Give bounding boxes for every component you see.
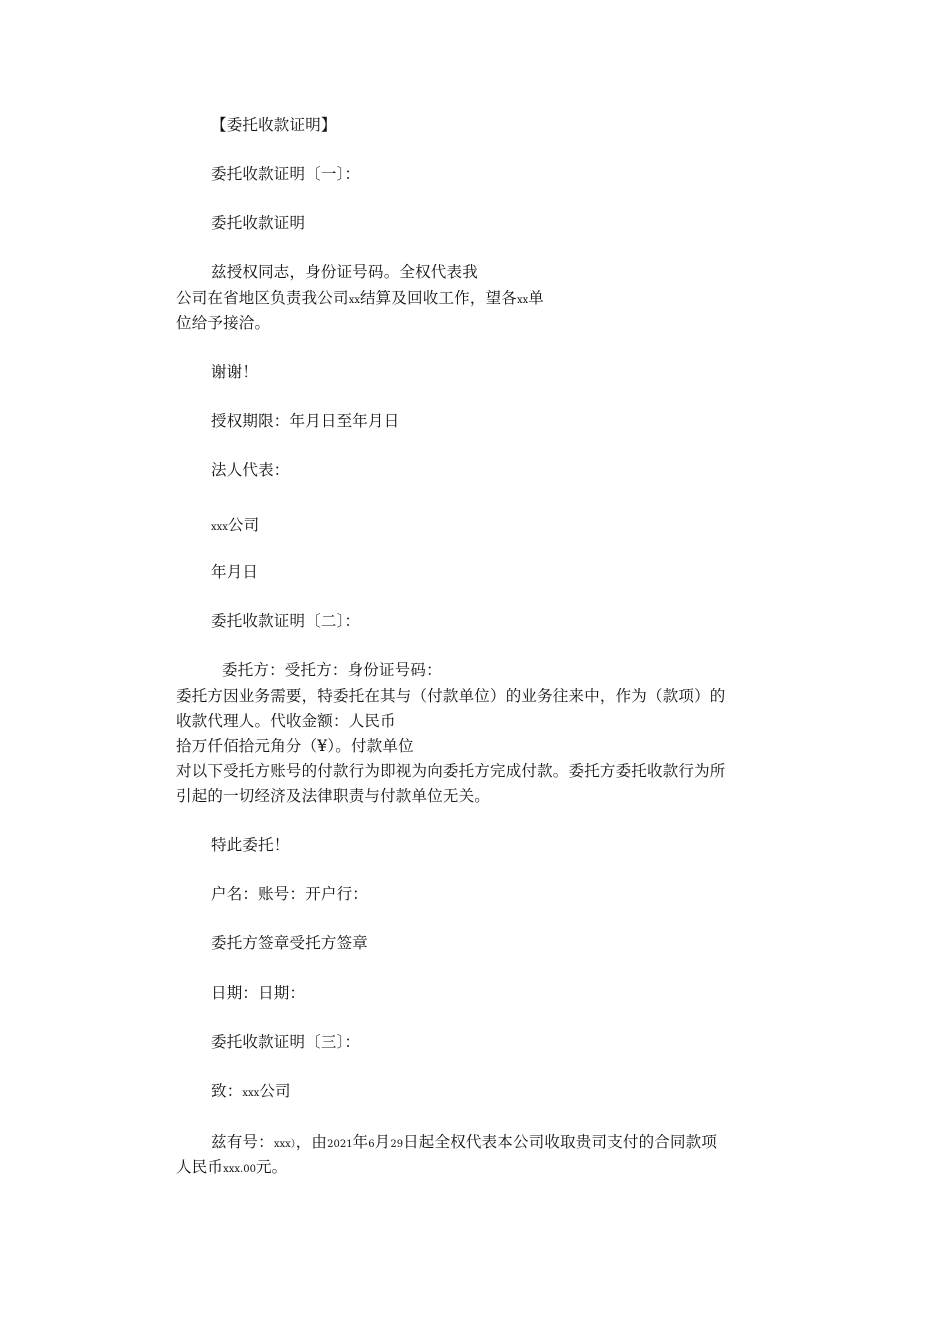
month-number: 6 — [368, 1139, 375, 1150]
section-1-subtitle: 委托收款证明 — [211, 214, 306, 232]
year-number: 2021 — [327, 1139, 353, 1150]
placeholder-xxx: xxx — [211, 522, 228, 533]
section-2-paragraph-line-2: 收款代理人。代收金额：人民币 — [176, 712, 396, 730]
section-1-authorization-period: 授权期限：年月日至年月日 — [211, 412, 400, 430]
text-run: 年 — [352, 1133, 369, 1151]
section-2-paragraph-line-5: 引起的一切经济及法律职责与付款单位无关。 — [176, 787, 491, 805]
section-1-legal-representative: 法人代表： — [211, 461, 290, 479]
text-run: 致： — [211, 1082, 243, 1100]
section-3-recipient — [211, 1078, 291, 1107]
text-run: 结算及回收工作，望各 — [359, 289, 517, 307]
section-2-seals: 委托方签章受托方签章 — [211, 934, 369, 952]
section-1-company — [211, 512, 259, 541]
section-2-closing: 特此委托！ — [211, 836, 290, 854]
section-1-paragraph-line-1: 兹授权同志，身份证号码。全权代表我 — [211, 263, 478, 281]
placeholder-xx: xx — [348, 295, 360, 306]
section-2-title: 委托收款证明〔二〕： — [211, 612, 361, 630]
text-run: 月 — [374, 1133, 391, 1151]
section-3-title: 委托收款证明〔三〕： — [211, 1033, 361, 1051]
section-3-paragraph-line-2 — [176, 1154, 287, 1183]
section-2-paragraph-line-3: 拾万仟佰拾元角分（¥）。付款单位 — [176, 737, 414, 755]
section-1-date: 年月日 — [211, 563, 259, 581]
text-run: 日起全权代表本公司收取贵司支付的合同款项 — [403, 1133, 718, 1151]
section-1-title: 委托收款证明〔一〕： — [211, 165, 361, 183]
section-2-paragraph-line-1: 委托方因业务需要，特委托在其与（付款单位）的业务往来中，作为（款项）的 — [176, 687, 726, 705]
text-run: 兹有号： — [211, 1133, 274, 1151]
text-run: ，由 — [295, 1133, 328, 1151]
placeholder-xx: xx — [517, 295, 529, 306]
section-2-dates: 日期：日期： — [211, 984, 306, 1002]
section-1-thanks: 谢谢！ — [211, 363, 259, 381]
section-2-account-info: 户名：账号：开户行： — [211, 885, 369, 903]
section-2-parties: 委托方：受托方：身份证号码： — [222, 661, 442, 679]
text-run: 单 — [528, 289, 544, 307]
day-number: 29 — [390, 1139, 404, 1150]
placeholder-xxx: xxx） — [273, 1139, 296, 1150]
section-2-paragraph-line-4: 对以下受托方账号的付款行为即视为向委托方完成付款。委托方委托收款行为所 — [176, 762, 726, 780]
placeholder-xxx: xxx — [242, 1088, 260, 1099]
text-run: 公司 — [259, 1082, 291, 1100]
text-run: 元。 — [255, 1158, 288, 1176]
amount-placeholder: xxx.00 — [223, 1164, 256, 1175]
text-run: 人民币 — [176, 1158, 224, 1176]
section-1-paragraph-line-3: 位给予接洽。 — [176, 314, 271, 332]
text-run: 公司在省地区负责我公司 — [176, 289, 349, 307]
document-heading: 【委托收款证明】 — [211, 116, 337, 134]
text-run: 公司 — [227, 516, 260, 534]
